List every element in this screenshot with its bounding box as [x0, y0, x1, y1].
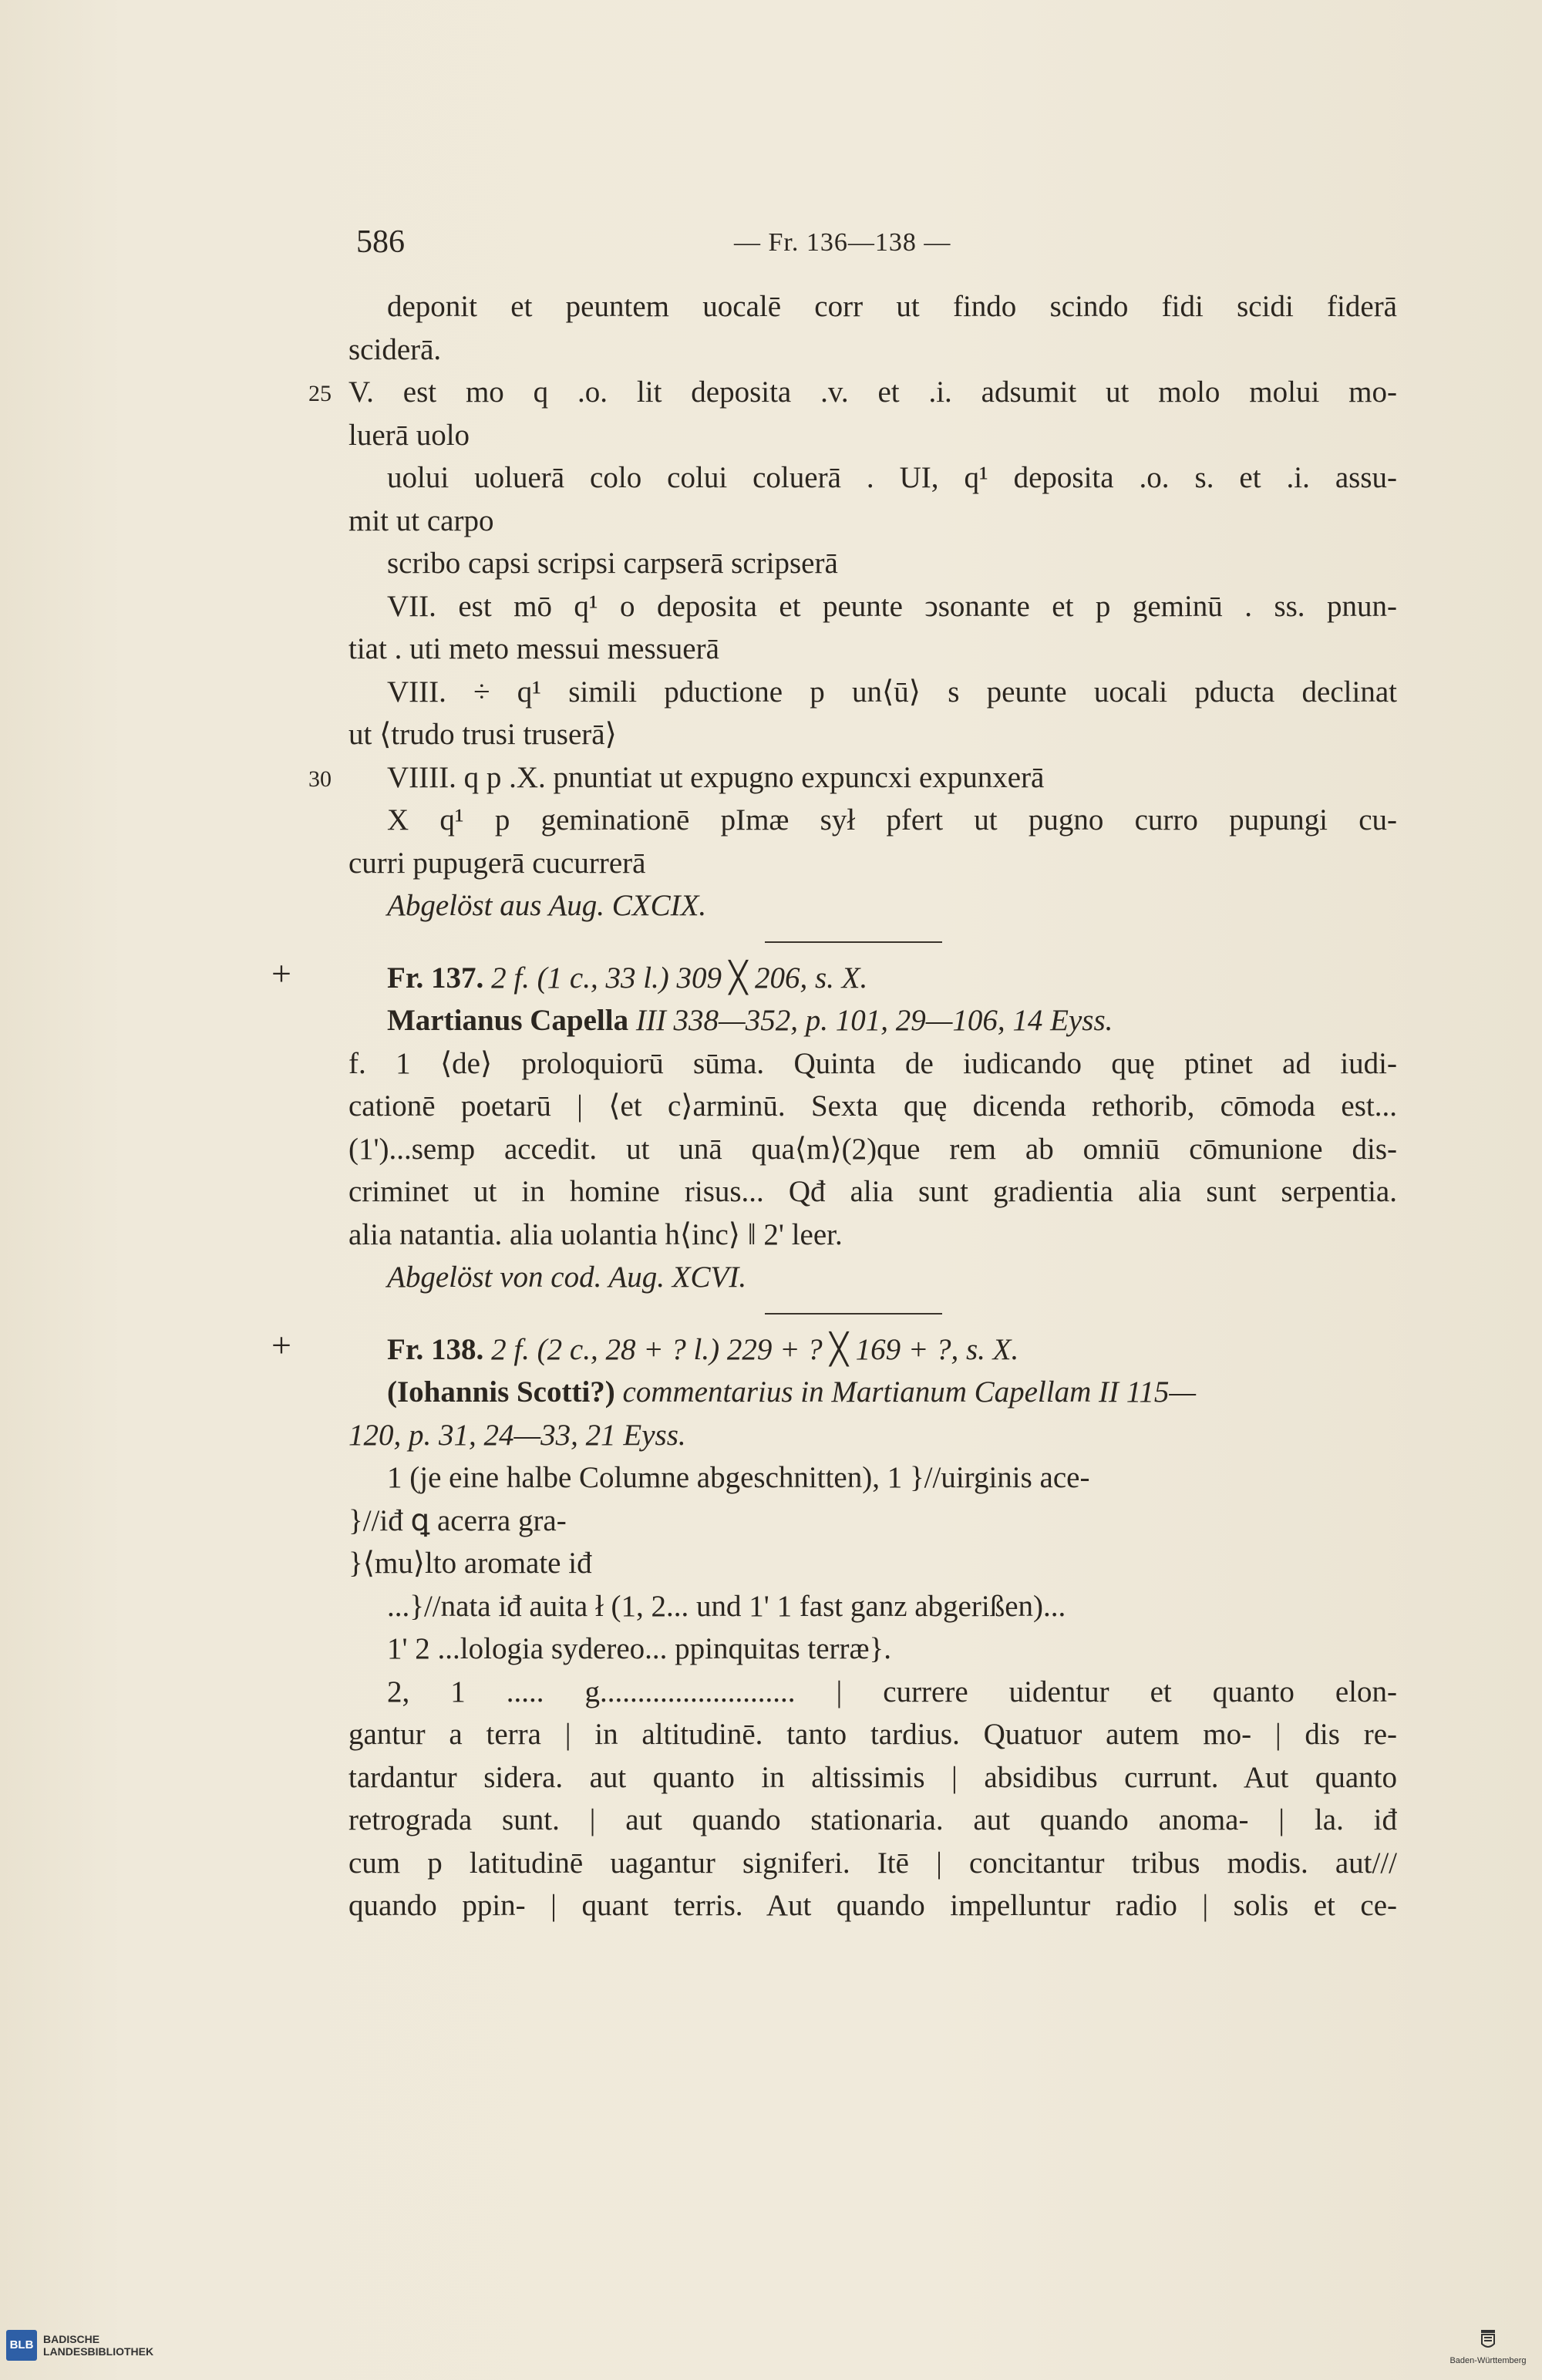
- text-line: criminet ut in homine risus... Qđ alia sunt gradientia alia sunt serpentia.: [348, 1175, 1397, 1208]
- page-header: [356, 224, 1397, 270]
- provenance-note: Abgelöst von cod. Aug. XCVI.: [387, 1261, 747, 1294]
- text-line: curri pupugerā cucurrerā: [348, 846, 646, 880]
- running-title: — Fr. 136—138 —: [734, 228, 951, 257]
- text-line: deponit et peuntem uocalē corr ut findo scindo fidi scidi fiderā: [387, 290, 1397, 323]
- text-line: alia natantia. alia uolantia h⟨inc⟩ ‖ 2' leer.: [348, 1217, 843, 1251]
- text-line: cum p latitudinē uagantur signiferi. Itē | concitantur tribus modis. aut///: [348, 1846, 1397, 1880]
- text-line: V. est mo q .o. lit deposita .v. et .i. adsumit ut molo molui mo-: [348, 375, 1397, 409]
- text-line: scribo capsi scripsi carpserā scripserā: [387, 547, 838, 580]
- body-text: [271, 285, 1397, 1927]
- text-line: mit ut carpo: [348, 503, 494, 537]
- text-line: (1')...semp accedit. ut unā qua⟨m⟩(2)que rem ab omniū cōmunione dis-: [348, 1132, 1397, 1166]
- text-line: tardantur sidera. aut quanto in altissimis | absidibus currunt. Aut quanto: [348, 1760, 1397, 1794]
- text-line: }⟨mu⟩lto aromate iđ: [348, 1547, 592, 1580]
- fragment-title: Fr. 138.: [387, 1332, 484, 1366]
- baden-wuerttemberg-mark: [1442, 2328, 1534, 2365]
- plus-marker: +: [271, 1325, 291, 1365]
- blb-logo: BLB: [6, 2330, 37, 2361]
- text-line: retrograda sunt. | aut quando stationaria. aut quando anoma- | la. iđ: [348, 1803, 1397, 1836]
- page-number: 586: [356, 224, 405, 260]
- text-line: X q¹ p geminationē pImæ sył pfert ut pugno curro pupungi cu-: [387, 803, 1397, 837]
- line-number: 25: [308, 381, 332, 406]
- author: Martianus Capella: [387, 1004, 629, 1037]
- section-divider: [765, 941, 942, 943]
- provenance-note: Abgelöst aus Aug. CXCIX.: [387, 889, 707, 922]
- fragment-title: Fr. 137.: [387, 961, 484, 995]
- text-line: VIIII. q p .X. pnuntiat ut expugno expuncxi expunxerā: [387, 760, 1045, 794]
- author: (Iohannis Scotti?): [387, 1375, 615, 1409]
- text-line: 2, 1 ..... g.......................... | currere uidentur et quanto elon-: [387, 1675, 1397, 1708]
- fragment-spec: 2 f. (1 c., 33 l.) 309 ╳ 206, s. X.: [491, 961, 868, 995]
- line-number: 30: [308, 766, 332, 792]
- fragment-spec: 2 f. (2 c., 28 + ? l.) 229 + ? ╳ 169 + ?, s. X.: [491, 1332, 1019, 1366]
- text-line: sciderā.: [348, 332, 442, 366]
- text-line: VII. est mō q¹ o deposita et peunte ↄsonante et p geminū . ss. pnun-: [387, 589, 1397, 623]
- text-line: f. 1 ⟨de⟩ proloquiorū sūma. Quinta de iudicando quę ptinet ad iudi-: [348, 1046, 1397, 1080]
- text-line: ut ⟨trudo trusi truserā⟩: [348, 718, 617, 751]
- text-line: gantur a terra | in altitudinē. tanto tardius. Quatuor autem mo- | dis re-: [348, 1718, 1397, 1751]
- text-line: luerā uolo: [348, 418, 470, 452]
- text-line: }//iđ ꝗ acerra gra-: [348, 1503, 567, 1537]
- text-line: 1 (je eine halbe Columne abgeschnitten), 1 }//uirginis ace-: [387, 1461, 1090, 1494]
- text-line: 120, p. 31, 24—33, 21 Eyss.: [348, 1418, 686, 1452]
- library-name: BADISCHE LANDESBIBLIOTHEK: [43, 2333, 154, 2358]
- state-label: Baden-Württemberg: [1449, 2356, 1527, 2365]
- text-line: tiat . uti meto messui messuerā: [348, 632, 719, 665]
- coat-of-arms-icon: [1480, 2328, 1497, 2351]
- text-line: ...}//nata iđ auita ł (1, 2... und 1' 1 fast ganz abgerißen)...: [387, 1589, 1066, 1623]
- text-line: quando ppin- | quant terris. Aut quando impelluntur radio | solis et ce-: [348, 1889, 1397, 1922]
- reference: commentarius in Martianum Capellam II 115—: [622, 1375, 1197, 1409]
- text-line: cationē poetarū | ⟨et c⟩arminū. Sexta quę dicenda rethorib, cōmoda est...: [348, 1089, 1397, 1123]
- text-line: uolui uoluerā colo colui coluerā . UI, q¹ deposita .o. s. et .i. assu-: [387, 461, 1397, 494]
- reference: III 338—352, p. 101, 29—106, 14 Eyss.: [635, 1004, 1113, 1037]
- text-line: VIII. ÷ q¹ simili pductione p un⟨ū⟩ s peunte uocali pducta declinat: [387, 675, 1397, 709]
- section-divider: [765, 1313, 942, 1315]
- plus-marker: +: [271, 953, 291, 993]
- text-line: 1' 2 ...lologia sydereo... ppinquitas terræ}.: [387, 1632, 891, 1665]
